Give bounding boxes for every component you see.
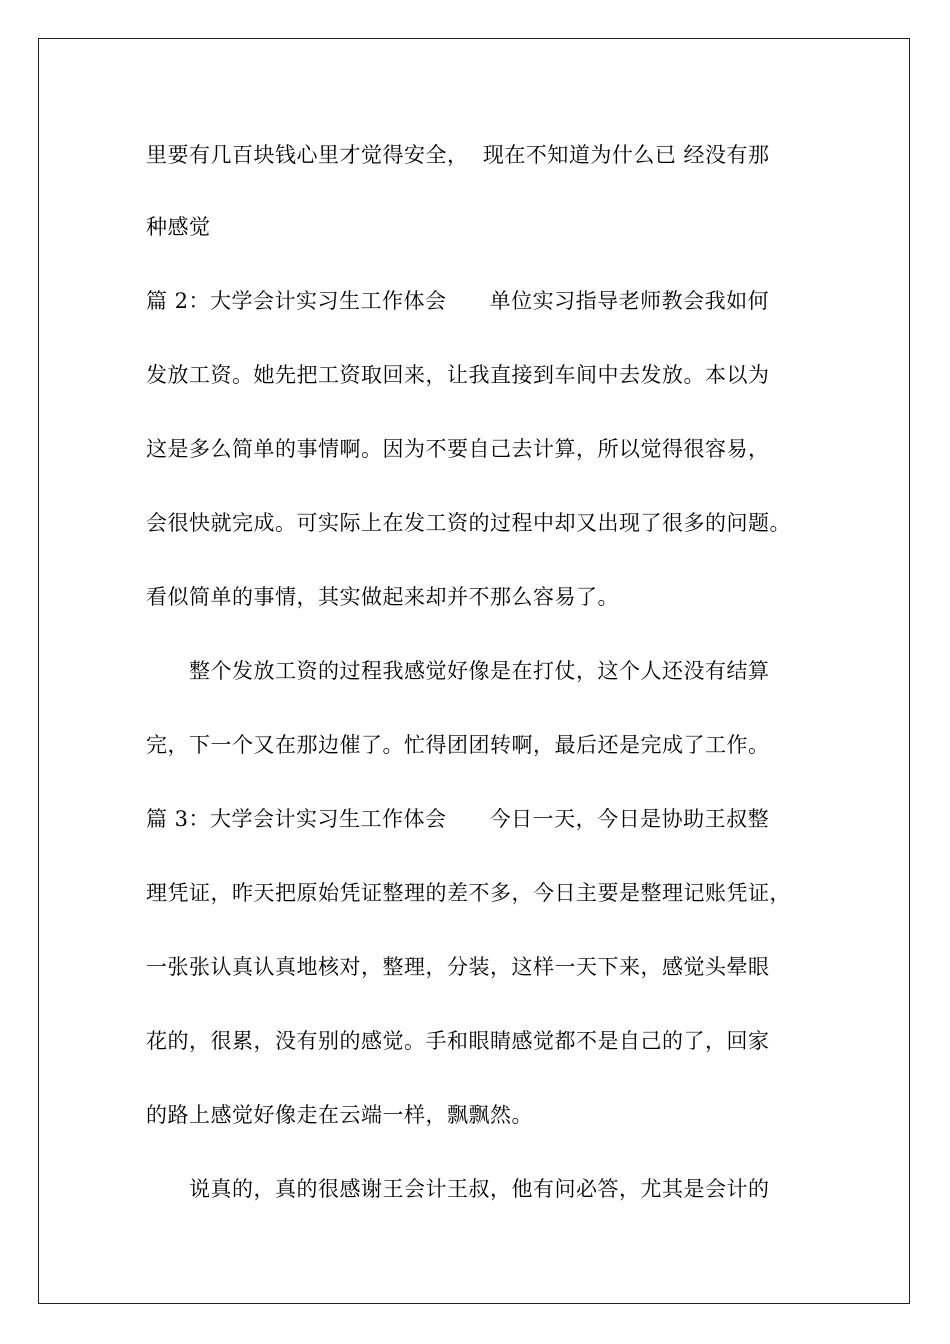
- text-line-11: 理凭证，昨天把原始凭证整理的差不多，今日主要是整理记账凭证，: [146, 881, 791, 905]
- text-line-1: 里要有几百块钱心里才觉得安全， 现在不知道为什么已 经没有那: [146, 143, 770, 167]
- text-line-6: 会很快就完成。可实际上在发工资的过程中却又出现了很多的问题。: [146, 511, 791, 535]
- text-line-9: 完，下一个又在那边催了。忙得团团转啊，最后还是完成了工作。: [146, 733, 770, 757]
- text-line-15: 说真的，真的很感谢王会计王叔，他有问必答，尤其是会计的: [189, 1177, 770, 1201]
- text-line-8: 整个发放工资的过程我感觉好像是在打仗，这个人还没有结算: [189, 659, 770, 683]
- text-line-14: 的路上感觉好像走在云端一样，飘飘然。: [146, 1103, 533, 1127]
- text-line-12: 一张张认真认真地核对，整理，分装，这样一天下来，感觉头晕眼: [146, 955, 770, 979]
- text-line-10: 篇 3：大学会计实习生工作体会 今日一天，今日是协助王叔整: [146, 807, 770, 831]
- text-line-5: 这是多么简单的事情啊。因为不要自己去计算，所以觉得很容易，: [146, 437, 770, 461]
- text-line-2: 种感觉: [146, 215, 211, 239]
- text-line-4: 发放工资。她先把工资取回来，让我直接到车间中去发放。本以为: [146, 363, 770, 387]
- text-line-13: 花的，很累，没有别的感觉。手和眼睛感觉都不是自己的了，回家: [146, 1029, 770, 1053]
- text-line-3: 篇 2：大学会计实习生工作体会 单位实习指导老师教会我如何: [146, 289, 770, 313]
- text-line-7: 看似简单的事情，其实做起来却并不那么容易了。: [146, 585, 619, 609]
